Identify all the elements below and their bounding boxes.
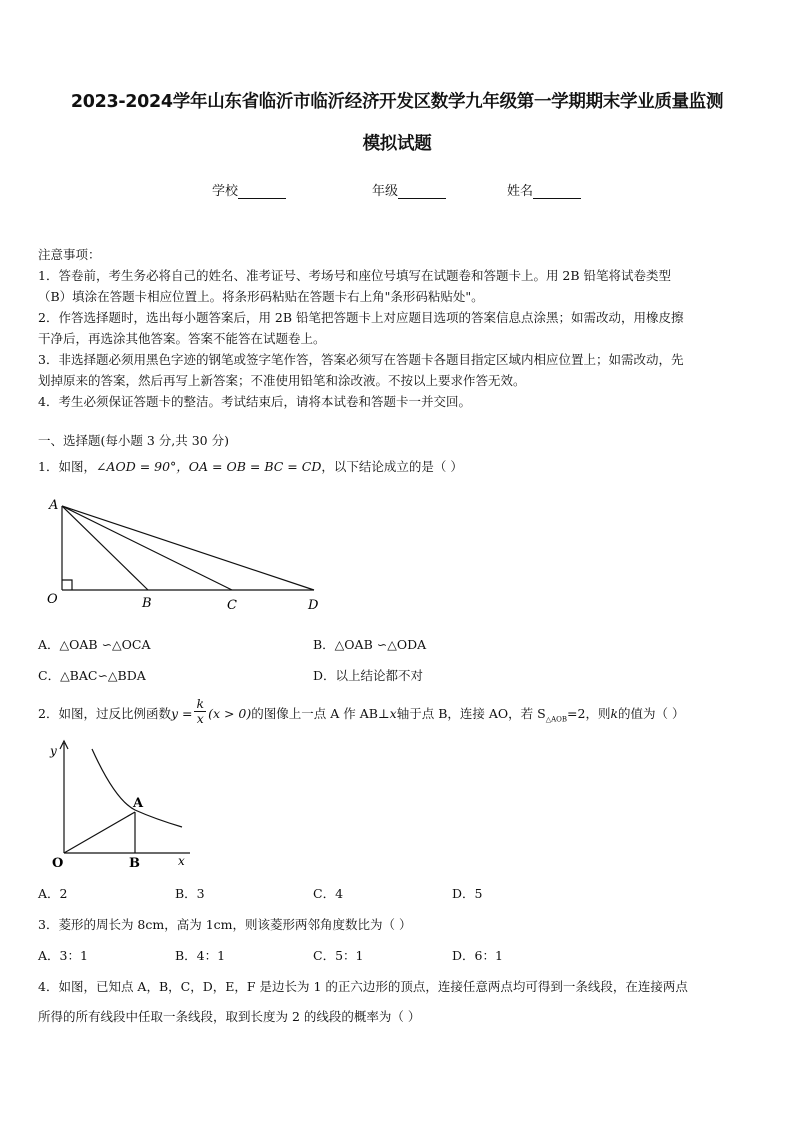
school-field: 学校	[212, 180, 286, 199]
grade-field: 年级	[372, 180, 446, 199]
q2-option-a: A．2	[38, 886, 68, 901]
notice-line: 2．作答选择题时，选出每小题答案后，用 2B 铅笔把答题卡上对应题目选项的答案信息点涂黑；如需改动，用橡皮擦	[38, 310, 684, 325]
segment-AD	[62, 506, 314, 590]
notice-line: 1．答卷前，考生务必将自己的姓名、准考证号、考场号和座位号填写在试题卷和答题卡上。用 2B 铅笔将试卷类型	[38, 268, 672, 283]
q1-option-b: B．△OAB ∽△ODA	[313, 637, 427, 652]
notice-line: 划掉原来的答案，然后再写上新答案；不准使用铅笔和涂改液。不按以上要求作答无效。	[38, 373, 526, 388]
q1-option-c: C．△BAC∽△BDA	[38, 668, 146, 683]
label-D: D	[308, 598, 319, 613]
q3-option-b: B．4：1	[175, 948, 226, 963]
name-field: 姓名	[507, 180, 581, 199]
q3-option-d: D．6：1	[452, 948, 503, 963]
notice-line: 干净后，再选涂其他答案。答案不能答在试题卷上。	[38, 331, 326, 346]
label-O: O	[47, 592, 58, 607]
question-3: 3．菱形的周长为 8cm，高为 1cm，则该菱形两邻角度数比为（ ）	[38, 917, 412, 932]
segment-AB	[62, 506, 148, 590]
notice-block	[38, 244, 758, 412]
q1-triangle-figure	[40, 492, 340, 617]
exam-title-line2: 模拟试题	[362, 134, 432, 154]
segment-AC	[62, 506, 232, 590]
question-1: 1．如图，∠AOD = 90°，OA = OB = BC = CD，以下结论成立的是（ ）	[38, 459, 463, 474]
question-2: 2．如图，过反比例函数y = $\frac{k}{x}$ (x > 0)的图像上一点 A 作 AB⊥x轴于点 B，连接 AO，若 $S_{\triangle AOB}=2$，则k的值为（ ）	[38, 696, 685, 726]
label-O: O	[52, 856, 64, 870]
label-A: A	[133, 796, 144, 811]
question-4-line2: 所得的所有线段中任取一条线段，取到长度为 2 的线段的概率为（ ）	[38, 1009, 421, 1024]
label-B: B	[142, 596, 152, 611]
q2-hyperbola-figure	[40, 735, 200, 870]
notice-heading: 注意事项：	[38, 247, 101, 262]
segment-OA	[64, 812, 135, 853]
q1-option-d: D．以上结论都不对	[313, 668, 424, 683]
notice-line: 4．考生必须保证答题卡的整洁。考试结束后，请将本试卷和答题卡一并交回。	[38, 394, 471, 409]
label-C: C	[227, 598, 237, 613]
q2-option-b: B．3	[175, 886, 205, 901]
notice-line: 3．非选择题必须用黑色字迹的钢笔或签字笔作答，答案必须写在答题卡各题目指定区域内相应位置上；如需改动，先	[38, 352, 684, 367]
q2-option-d: D．5	[452, 886, 483, 901]
section-heading: 一、选择题(每小题 3 分,共 30 分)	[38, 433, 229, 448]
notice-line: （B）填涂在答题卡相应位置上。将条形码粘贴在答题卡右上角"条形码粘贴处"。	[38, 289, 484, 304]
q1-formula: ∠AOD = 90°，OA = OB = BC = CD	[95, 459, 322, 474]
q1-option-a: A．△OAB ∽△OCA	[38, 637, 151, 652]
right-angle-mark	[62, 580, 72, 590]
q3-option-a: A．3：1	[38, 948, 88, 963]
question-4-line1: 4．如图，已知点 A，B，C，D，E，F 是边长为 1 的正六边形的顶点，连接任意两点均可得到一条线段，在连接两点	[38, 979, 688, 994]
q3-option-c: C．5：1	[313, 948, 364, 963]
label-B: B	[129, 856, 140, 870]
label-y: y	[50, 744, 57, 758]
label-A: A	[49, 498, 59, 513]
hyperbola-curve	[92, 749, 182, 827]
exam-title-line1: 2023-2024学年山东省临沂市临沂经济开发区数学九年级第一学期期末学业质量监测	[70, 92, 724, 112]
label-x: x	[178, 854, 185, 868]
q2-option-c: C．4	[313, 886, 344, 901]
